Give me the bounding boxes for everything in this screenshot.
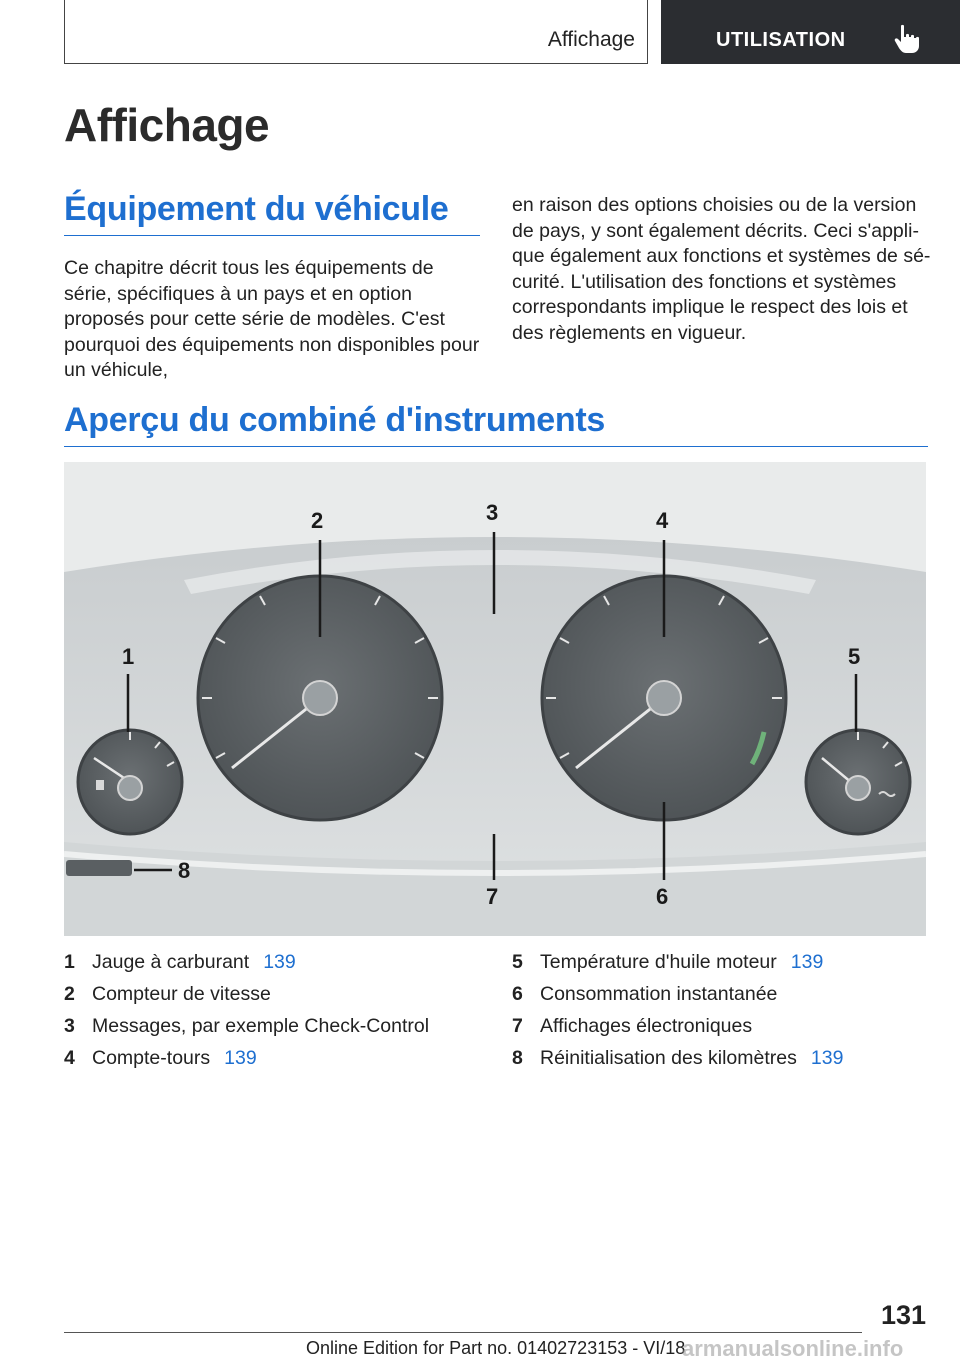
callout-2: 2	[311, 508, 324, 533]
page-title: Affichage	[64, 99, 270, 151]
instrument-cluster-drawing	[64, 462, 926, 936]
page-reference-link[interactable]: 139	[790, 951, 824, 973]
legend-item-3: 3 Messages, par exemple Check-Control	[64, 1015, 430, 1037]
watermark: armanualsonline.info	[682, 1336, 904, 1361]
header-section-box	[64, 0, 648, 64]
section-title-instrument-cluster: Aperçu du combiné d'instruments	[64, 401, 928, 447]
header-chapter-title: UTILISATION	[716, 29, 846, 51]
legend-label: Compteur de vitesse	[92, 983, 271, 1005]
page-reference-link[interactable]: 139	[263, 951, 296, 973]
legend-item-6: 6 Consommation instantanée	[512, 983, 778, 1005]
callout-8: 8	[178, 858, 191, 883]
legend-item-4: 4 Compte-tours 139	[64, 1047, 257, 1069]
legend-item-2: 2 Compteur de vitesse	[64, 983, 271, 1005]
paragraph-equipment-left: Ce chapitre décrit tous les équipements de série, spécifiques à un pays et en option proposés pour cette série de modèles. C'est pourquoi des équipements non disponibles pour un véhicule,	[64, 257, 480, 381]
legend-label: Réinitialisation des kilomètres	[540, 1047, 797, 1069]
page-number: 131	[880, 1300, 926, 1330]
header-section-title: Affichage	[547, 28, 635, 51]
footer-edition-text: Online Edition for Part no. 01402723153 - VI/18	[306, 1338, 686, 1358]
legend-label: Affichages électroniques	[540, 1015, 753, 1037]
callout-5: 5	[848, 644, 861, 669]
instrument-cluster-illustration	[64, 462, 926, 936]
legend-label: Jauge à carburant	[92, 951, 250, 973]
odometer-reset-button-drawing	[66, 860, 132, 876]
callout-7: 7	[486, 884, 499, 909]
legend-label: Température d'huile moteur	[540, 951, 777, 973]
callout-1: 1	[122, 644, 135, 669]
legend-item-1: 1 Jauge à carburant 139	[64, 951, 296, 973]
hand-pointer-icon	[893, 24, 921, 54]
callout-3: 3	[486, 500, 499, 525]
section-title-equipment: Équipement du véhicule	[64, 190, 480, 236]
page-reference-link[interactable]: 139	[810, 1047, 844, 1069]
legend-item-7: 7 Affichages électroniques	[512, 1015, 753, 1037]
callout-4: 4	[656, 508, 669, 533]
footer-divider	[64, 1332, 862, 1333]
fuel-gauge-dial	[78, 730, 182, 834]
legend-label: Messages, par exemple Check-Control	[92, 1015, 430, 1037]
legend-label: Compte-tours	[92, 1047, 211, 1069]
legend-label: Consommation instantanée	[540, 983, 778, 1005]
header-chapter-tab	[661, 0, 960, 64]
callout-6: 6	[656, 884, 669, 909]
oil-temperature-dial	[806, 730, 910, 834]
page-reference-link[interactable]: 139	[224, 1047, 257, 1069]
legend-item-5: 5 Température d'huile moteur 139	[512, 951, 824, 973]
legend-item-8: 8 Réinitialisation des kilomètres 139	[512, 1047, 844, 1069]
paragraph-equipment-right: en raison des options choisies ou de la version de pays, y sont également décrits. Ceci s'applique également aux fonctions et systèmes de sécurité. L'utilisation des fonctions et systèmes correspondants implique le respect des lois et des règlements en vigueur.	[512, 194, 931, 344]
